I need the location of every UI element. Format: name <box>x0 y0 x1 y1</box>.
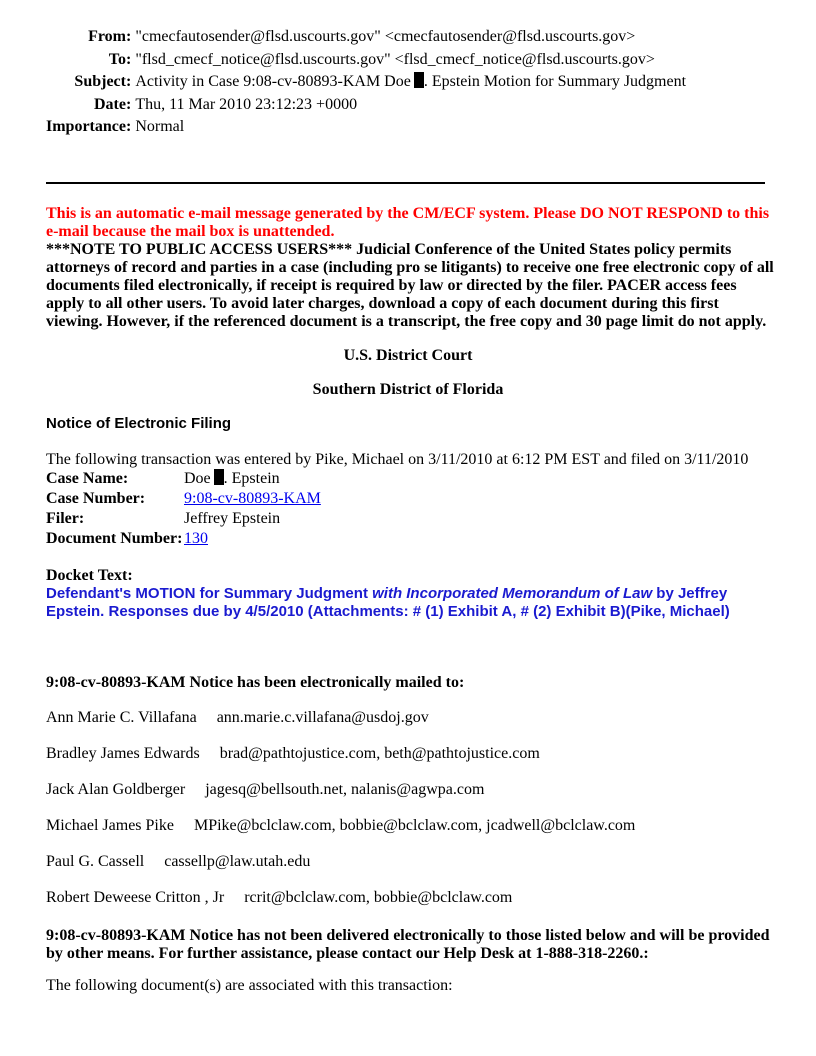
document-number-cell <box>184 529 321 549</box>
document-number-row <box>46 529 321 549</box>
importance-value: Normal <box>135 118 185 135</box>
recipient-name: Michael James Pike <box>46 817 174 834</box>
case-name-value <box>184 469 321 489</box>
case-number-cell <box>184 489 321 509</box>
recipient-name: Ann Marie C. Villafana <box>46 709 197 726</box>
recipient-row <box>46 745 540 763</box>
subject-label: Subject: <box>74 73 132 90</box>
date-value: Thu, 11 Mar 2010 23:12:23 +0000 <box>135 95 358 113</box>
case-name-pre: Doe <box>184 470 211 487</box>
docket-text-italic: with Incorporated Memorandum of Law <box>372 585 653 602</box>
filer-label: Filer: <box>46 510 85 527</box>
case-name-label: Case Name: <box>46 470 129 487</box>
document-number-link[interactable]: 130 <box>184 530 208 547</box>
recipient-emails: ann.marie.c.villafana@usdoj.gov <box>216 709 429 726</box>
subject-row <box>46 71 686 94</box>
redaction-box <box>214 469 224 485</box>
docket-text-label: Docket Text: <box>46 567 133 584</box>
recipient-row <box>46 853 310 871</box>
from-row <box>46 26 686 49</box>
recipient-name: Bradley James Edwards <box>46 745 200 762</box>
recipient-emails: cassellp@law.utah.edu <box>164 853 311 870</box>
transaction-text: The following transaction was entered by Pike, Michael on 3/11/2010 at 6:12 PM EST and filed on 3/11/2010 <box>46 451 749 468</box>
subject-value <box>135 71 686 94</box>
to-label: To: <box>108 50 132 68</box>
case-number-link[interactable]: 9:08-cv-80893-KAM <box>184 490 321 507</box>
auto-message-warning: This is an automatic e-mail message generated by the CM/ECF system. Please DO NOT RESPOND to this e-mail because the mail box is unattended. <box>46 205 770 240</box>
document-number-label: Document Number: <box>46 530 183 547</box>
recipient-name: Robert Deweese Critton , Jr <box>46 889 225 906</box>
from-value: "cmecfautosender@flsd.uscourts.gov" <cmecfautosender@flsd.uscourts.gov> <box>135 28 636 45</box>
importance-label: Importance: <box>46 118 132 135</box>
to-row <box>46 49 686 72</box>
recipient-row <box>46 709 429 727</box>
case-name-row <box>46 469 321 489</box>
recipient-emails: MPike@bclclaw.com, bobbie@bclclaw.com, jcadwell@bclclaw.com <box>193 817 636 834</box>
case-number-label: Case Number: <box>46 490 146 507</box>
date-label: Date: <box>94 95 132 113</box>
associated-documents-text: The following document(s) are associated with this transaction: <box>46 977 453 994</box>
header-divider <box>46 182 765 184</box>
recipient-emails: rcrit@bclclaw.com, bobbie@bclclaw.com <box>244 889 513 906</box>
court-name: U.S. District Court <box>343 347 473 364</box>
recipient-emails: jagesq@bellsouth.net, nalanis@agwpa.com <box>205 781 485 798</box>
recipient-name: Paul G. Cassell <box>46 853 145 870</box>
subject-text-pre: Activity in Case 9:08-cv-80893-KAM Doe <box>135 73 411 90</box>
case-number-row <box>46 489 321 509</box>
filer-value: Jeffrey Epstein <box>184 510 281 527</box>
court-district: Southern District of Florida <box>312 381 504 398</box>
from-label: From: <box>88 28 132 45</box>
recipient-row <box>46 889 512 907</box>
docket-text-part3: by Jeffrey Epstein. Responses due by 4/5/2010 (Attachments: # (1) Exhibit A, # (2) Exhibit B)(Pike, Michael) <box>46 585 730 620</box>
to-value: "flsd_cmecf_notice@flsd.uscourts.gov" <flsd_cmecf_notice@flsd.uscourts.gov> <box>135 50 655 68</box>
docket-text-part1: Defendant's MOTION for Summary Judgment <box>46 585 373 602</box>
importance-row <box>46 116 686 139</box>
email-header <box>46 26 686 139</box>
recipient-row <box>46 817 635 835</box>
public-access-note: ***NOTE TO PUBLIC ACCESS USERS*** Judicial Conference of the United States policy permits attorneys of record and parties in a case (including pro se litigants) to receive one free electronic copy of all documents filed electronically, if receipt is required by law or directed by the filer. PACER access fees apply to all other users. To avoid later charges, download a copy of each document during this first viewing. However, if the referenced document is a transcript, the free copy and 30 page limit do not apply. <box>46 241 774 330</box>
case-name-post: . Epstein <box>223 470 280 487</box>
docket-text <box>46 585 776 621</box>
date-row <box>46 94 686 117</box>
not-delivered-notice: 9:08-cv-80893-KAM Notice has not been delivered electronically to those listed below and will be provided by other means. For further assistance, please contact our Help Desk at 1-888-318-2260.: <box>46 927 770 962</box>
case-info-table <box>46 469 321 549</box>
redaction-box <box>414 72 424 88</box>
filer-row <box>46 509 321 529</box>
mailed-to-header: 9:08-cv-80893-KAM Notice has been electronically mailed to: <box>46 674 465 691</box>
nef-title: Notice of Electronic Filing <box>46 415 232 432</box>
subject-text-post: . Epstein Motion for Summary Judgment <box>423 73 687 90</box>
recipient-emails: brad@pathtojustice.com, beth@pathtojustice.com <box>219 745 540 762</box>
recipient-name: Jack Alan Goldberger <box>46 781 186 798</box>
recipient-row <box>46 781 484 799</box>
